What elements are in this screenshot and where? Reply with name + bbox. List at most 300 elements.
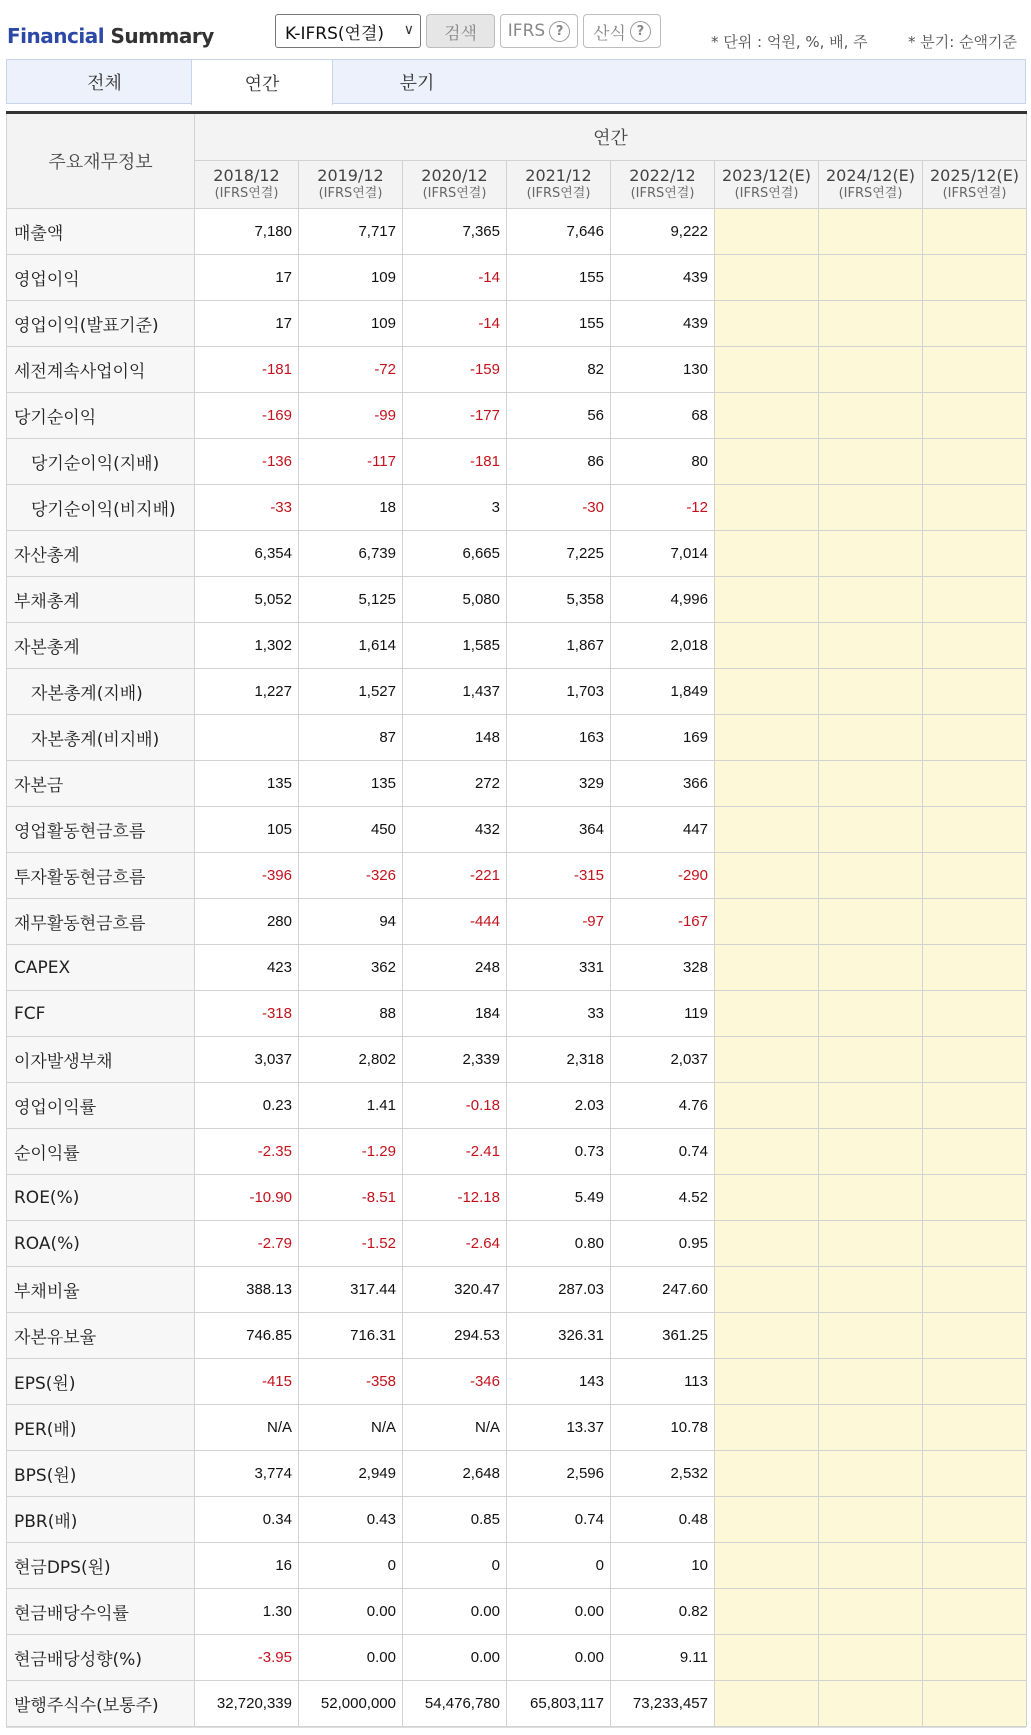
- table-cell: [923, 623, 1027, 669]
- table-cell: 450: [299, 807, 403, 853]
- table-cell: 17: [195, 255, 299, 301]
- table-cell: 1.41: [299, 1083, 403, 1129]
- table-row: [7, 531, 1027, 577]
- table-cell: 0.82: [611, 1589, 715, 1635]
- table-cell: -444: [403, 899, 507, 945]
- column-period: 2018/12: [213, 165, 280, 185]
- table-row: [7, 1313, 1027, 1359]
- table-cell: [923, 485, 1027, 531]
- table-cell: [819, 1405, 923, 1451]
- table-cell: 0.34: [195, 1497, 299, 1543]
- table-cell: 7,180: [195, 209, 299, 255]
- row-label: 당기순이익(비지배): [7, 485, 195, 531]
- table-cell: 10.78: [611, 1405, 715, 1451]
- table-cell: 135: [195, 761, 299, 807]
- table-cell: 746.85: [195, 1313, 299, 1359]
- row-label: 현금배당수익률: [7, 1589, 195, 1635]
- table-cell: 119: [611, 991, 715, 1037]
- row-label: PBR(배): [7, 1497, 195, 1543]
- table-cell: 364: [507, 807, 611, 853]
- table-cell: -10.90: [195, 1175, 299, 1221]
- table-cell: 56: [507, 393, 611, 439]
- table-cell: [923, 1405, 1027, 1451]
- table-cell: 33: [507, 991, 611, 1037]
- table-cell: [923, 1635, 1027, 1681]
- table-cell: 432: [403, 807, 507, 853]
- column-header: [715, 161, 819, 209]
- table-cell: 0.00: [299, 1635, 403, 1681]
- table-cell: [715, 1313, 819, 1359]
- table-cell: [715, 393, 819, 439]
- table-cell: -30: [507, 485, 611, 531]
- table-cell: [923, 1129, 1027, 1175]
- table-cell: N/A: [195, 1405, 299, 1451]
- table-cell: -12: [611, 485, 715, 531]
- column-header: [299, 161, 403, 209]
- table-cell: [819, 1129, 923, 1175]
- report-type-select[interactable]: [275, 14, 421, 48]
- table-row: [7, 1359, 1027, 1405]
- table-cell: [715, 853, 819, 899]
- table-cell: -99: [299, 393, 403, 439]
- table-cell: 3,774: [195, 1451, 299, 1497]
- table-cell: -8.51: [299, 1175, 403, 1221]
- table-row: [7, 761, 1027, 807]
- table-cell: 716.31: [299, 1313, 403, 1359]
- column-basis: (IFRS연결): [630, 185, 695, 201]
- summary-toolbar: [0, 0, 1031, 58]
- table-cell: [923, 1221, 1027, 1267]
- table-cell: 82: [507, 347, 611, 393]
- table-cell: 148: [403, 715, 507, 761]
- table-cell: [923, 1451, 1027, 1497]
- table-row: [7, 1451, 1027, 1497]
- row-label: 영업이익률: [7, 1083, 195, 1129]
- column-header: [611, 161, 715, 209]
- table-row: [7, 347, 1027, 393]
- table-cell: [715, 761, 819, 807]
- help-icon: ?: [630, 21, 651, 42]
- table-cell: 13.37: [507, 1405, 611, 1451]
- table-cell: 0.00: [507, 1635, 611, 1681]
- table-cell: [715, 1267, 819, 1313]
- table-cell: 155: [507, 255, 611, 301]
- table-cell: 248: [403, 945, 507, 991]
- table-cell: -346: [403, 1359, 507, 1405]
- table-cell: 0.00: [299, 1589, 403, 1635]
- table-cell: [195, 715, 299, 761]
- table-cell: [923, 209, 1027, 255]
- table-cell: N/A: [299, 1405, 403, 1451]
- column-header: [195, 161, 299, 209]
- table-cell: [715, 899, 819, 945]
- table-body: [7, 209, 1027, 1727]
- table-cell: [819, 301, 923, 347]
- table-row: [7, 439, 1027, 485]
- table-cell: [923, 393, 1027, 439]
- table-row: [7, 209, 1027, 255]
- table-cell: [819, 577, 923, 623]
- period-tabs: [6, 59, 1026, 104]
- table-cell: 2,802: [299, 1037, 403, 1083]
- row-label: 자본유보율: [7, 1313, 195, 1359]
- table-cell: [715, 1129, 819, 1175]
- column-header: [507, 161, 611, 209]
- column-basis: (IFRS연결): [838, 185, 903, 201]
- table-row: [7, 807, 1027, 853]
- table-cell: 362: [299, 945, 403, 991]
- table-cell: [819, 1359, 923, 1405]
- table-cell: 87: [299, 715, 403, 761]
- tab-annual[interactable]: 연간: [191, 60, 333, 105]
- table-cell: [819, 1083, 923, 1129]
- table-cell: 3,037: [195, 1037, 299, 1083]
- financial-summary-table: [6, 111, 1027, 1727]
- table-cell: [923, 531, 1027, 577]
- table-cell: 0: [403, 1543, 507, 1589]
- ifrs-button-label: IFRS: [507, 21, 546, 41]
- table-cell: [819, 1037, 923, 1083]
- table-cell: [923, 945, 1027, 991]
- table-cell: [923, 1543, 1027, 1589]
- table-cell: 1,849: [611, 669, 715, 715]
- table-cell: 109: [299, 255, 403, 301]
- table-cell: 0.95: [611, 1221, 715, 1267]
- table-cell: [819, 1175, 923, 1221]
- table-cell: [715, 807, 819, 853]
- table-cell: 1,527: [299, 669, 403, 715]
- table-cell: [715, 945, 819, 991]
- table-cell: 10: [611, 1543, 715, 1589]
- table-cell: -290: [611, 853, 715, 899]
- table-cell: [923, 1037, 1027, 1083]
- table-row: [7, 715, 1027, 761]
- table-cell: 5,125: [299, 577, 403, 623]
- table-cell: 0: [507, 1543, 611, 1589]
- table-row: [7, 991, 1027, 1037]
- table-row: [7, 577, 1027, 623]
- table-cell: 0.00: [403, 1635, 507, 1681]
- table-row: [7, 1405, 1027, 1451]
- table-row: [7, 301, 1027, 347]
- table-cell: 88: [299, 991, 403, 1037]
- table-cell: 135: [299, 761, 403, 807]
- table-cell: [819, 853, 923, 899]
- table-cell: 2.03: [507, 1083, 611, 1129]
- table-cell: 7,225: [507, 531, 611, 577]
- row-label: 부채비율: [7, 1267, 195, 1313]
- table-cell: 6,665: [403, 531, 507, 577]
- table-row: [7, 393, 1027, 439]
- table-cell: 2,018: [611, 623, 715, 669]
- table-cell: 2,596: [507, 1451, 611, 1497]
- row-label: 부채총계: [7, 577, 195, 623]
- table-cell: [715, 1497, 819, 1543]
- table-row: [7, 669, 1027, 715]
- table-cell: [923, 1175, 1027, 1221]
- table-cell: 423: [195, 945, 299, 991]
- table-cell: 9,222: [611, 209, 715, 255]
- table-cell: 7,646: [507, 209, 611, 255]
- table-cell: 4.76: [611, 1083, 715, 1129]
- table-cell: 32,720,339: [195, 1681, 299, 1727]
- table-cell: 287.03: [507, 1267, 611, 1313]
- table-cell: 2,037: [611, 1037, 715, 1083]
- table-cell: 4,996: [611, 577, 715, 623]
- table-cell: [923, 669, 1027, 715]
- table-cell: -1.29: [299, 1129, 403, 1175]
- table-cell: -315: [507, 853, 611, 899]
- search-button[interactable]: [426, 14, 495, 48]
- table-cell: 366: [611, 761, 715, 807]
- table-cell: 5,358: [507, 577, 611, 623]
- row-label: 자본금: [7, 761, 195, 807]
- chevron-down-icon: ∨: [403, 22, 414, 38]
- table-cell: [819, 1543, 923, 1589]
- table-cell: [715, 485, 819, 531]
- row-label: 자본총계(지배): [7, 669, 195, 715]
- table-cell: [715, 1451, 819, 1497]
- table-cell: 447: [611, 807, 715, 853]
- table-cell: [819, 715, 923, 761]
- table-cell: [923, 301, 1027, 347]
- table-cell: [715, 1589, 819, 1635]
- table-cell: [715, 1037, 819, 1083]
- table-cell: 2,339: [403, 1037, 507, 1083]
- column-basis: (IFRS연결): [942, 185, 1007, 201]
- table-cell: [819, 807, 923, 853]
- table-cell: 1,227: [195, 669, 299, 715]
- column-period: 2019/12: [317, 165, 384, 185]
- table-cell: [819, 991, 923, 1037]
- table-cell: [819, 209, 923, 255]
- table-cell: 52,000,000: [299, 1681, 403, 1727]
- table-cell: [715, 531, 819, 577]
- table-cell: [715, 1405, 819, 1451]
- column-header: [819, 161, 923, 209]
- table-cell: 54,476,780: [403, 1681, 507, 1727]
- table-cell: 80: [611, 439, 715, 485]
- table-cell: 1,867: [507, 623, 611, 669]
- row-label: 영업이익(발표기준): [7, 301, 195, 347]
- search-button-label: 검색: [444, 23, 477, 44]
- table-cell: 0.80: [507, 1221, 611, 1267]
- table-cell: 0.85: [403, 1497, 507, 1543]
- table-cell: [819, 1267, 923, 1313]
- table-cell: 7,014: [611, 531, 715, 577]
- column-basis: (IFRS연결): [318, 185, 383, 201]
- table-cell: 326.31: [507, 1313, 611, 1359]
- table-cell: [819, 1221, 923, 1267]
- table-row: [7, 1589, 1027, 1635]
- table-cell: -2.64: [403, 1221, 507, 1267]
- table-cell: -0.18: [403, 1083, 507, 1129]
- column-basis: (IFRS연결): [526, 185, 591, 201]
- table-cell: 439: [611, 255, 715, 301]
- row-label: 현금배당성향(%): [7, 1635, 195, 1681]
- table-cell: 2,949: [299, 1451, 403, 1497]
- table-cell: [715, 1221, 819, 1267]
- title-financial: Financial: [7, 24, 105, 48]
- table-cell: [715, 1175, 819, 1221]
- table-cell: [819, 347, 923, 393]
- page-title: [7, 24, 214, 48]
- table-row: [7, 1175, 1027, 1221]
- footer-divider: [6, 1727, 1026, 1728]
- title-summary: Summary: [110, 24, 214, 48]
- table-cell: [819, 1681, 923, 1727]
- row-label: 재무활동현금흐름: [7, 899, 195, 945]
- table-cell: [923, 1313, 1027, 1359]
- ifrs-help-button[interactable]: [500, 14, 578, 48]
- table-cell: 0.43: [299, 1497, 403, 1543]
- table-cell: 294.53: [403, 1313, 507, 1359]
- table-cell: 0.74: [507, 1497, 611, 1543]
- table-cell: -117: [299, 439, 403, 485]
- row-label: 당기순이익(지배): [7, 439, 195, 485]
- table-cell: [923, 807, 1027, 853]
- row-label: 당기순이익: [7, 393, 195, 439]
- row-label: 영업활동현금흐름: [7, 807, 195, 853]
- table-cell: [923, 853, 1027, 899]
- column-basis: (IFRS연결): [422, 185, 487, 201]
- column-period: 2025/12(E): [929, 165, 1020, 185]
- table-cell: [819, 439, 923, 485]
- table-row: [7, 1267, 1027, 1313]
- table-cell: [819, 945, 923, 991]
- table-cell: 3: [403, 485, 507, 531]
- table-cell: [819, 393, 923, 439]
- row-label: EPS(원): [7, 1359, 195, 1405]
- tab-quarterly[interactable]: 분기: [399, 73, 435, 94]
- column-header: [923, 161, 1027, 209]
- table-cell: 16: [195, 1543, 299, 1589]
- table-cell: [923, 577, 1027, 623]
- table-row: [7, 485, 1027, 531]
- table-cell: 1,302: [195, 623, 299, 669]
- table-cell: 7,365: [403, 209, 507, 255]
- table-row: [7, 1635, 1027, 1681]
- column-header: [403, 161, 507, 209]
- table-cell: [715, 1681, 819, 1727]
- table-cell: 68: [611, 393, 715, 439]
- row-label: ROA(%): [7, 1221, 195, 1267]
- table-cell: -2.79: [195, 1221, 299, 1267]
- table-cell: -2.35: [195, 1129, 299, 1175]
- table-row: [7, 623, 1027, 669]
- formula-button-label: 산식: [593, 23, 626, 44]
- table-cell: [715, 577, 819, 623]
- tab-all[interactable]: 전체: [87, 73, 122, 94]
- row-label: CAPEX: [7, 945, 195, 991]
- table-cell: -221: [403, 853, 507, 899]
- table-cell: -167: [611, 899, 715, 945]
- table-cell: -318: [195, 991, 299, 1037]
- table-cell: 6,354: [195, 531, 299, 577]
- table-cell: 329: [507, 761, 611, 807]
- table-row: [7, 853, 1027, 899]
- row-label: 순이익률: [7, 1129, 195, 1175]
- table-cell: [923, 1589, 1027, 1635]
- table-cell: -415: [195, 1359, 299, 1405]
- column-period: 2023/12(E): [721, 165, 812, 185]
- table-cell: [923, 1267, 1027, 1313]
- table-cell: 6,739: [299, 531, 403, 577]
- table-cell: -14: [403, 301, 507, 347]
- table-cell: 331: [507, 945, 611, 991]
- table-cell: [715, 255, 819, 301]
- table-cell: 388.13: [195, 1267, 299, 1313]
- row-label: 현금DPS(원): [7, 1543, 195, 1589]
- table-row: [7, 1681, 1027, 1727]
- table-cell: [819, 1635, 923, 1681]
- table-cell: 0.23: [195, 1083, 299, 1129]
- table-cell: [923, 1083, 1027, 1129]
- table-row: [7, 899, 1027, 945]
- table-cell: -181: [403, 439, 507, 485]
- table-cell: [923, 1681, 1027, 1727]
- table-cell: 272: [403, 761, 507, 807]
- table-cell: [923, 439, 1027, 485]
- table-cell: [819, 531, 923, 577]
- row-label: 세전계속사업이익: [7, 347, 195, 393]
- row-label: 자본총계: [7, 623, 195, 669]
- table-cell: 109: [299, 301, 403, 347]
- table-cell: 105: [195, 807, 299, 853]
- table-cell: 65,803,117: [507, 1681, 611, 1727]
- table-cell: -97: [507, 899, 611, 945]
- table-cell: 155: [507, 301, 611, 347]
- table-cell: 86: [507, 439, 611, 485]
- table-cell: 5,080: [403, 577, 507, 623]
- table-cell: -3.95: [195, 1635, 299, 1681]
- table-cell: N/A: [403, 1405, 507, 1451]
- table-cell: -159: [403, 347, 507, 393]
- table-cell: [923, 761, 1027, 807]
- table-cell: 18: [299, 485, 403, 531]
- table-cell: [715, 301, 819, 347]
- table-row: [7, 1221, 1027, 1267]
- table-cell: 5.49: [507, 1175, 611, 1221]
- table-cell: 2,532: [611, 1451, 715, 1497]
- help-icon: ?: [549, 21, 570, 42]
- column-basis: (IFRS연결): [214, 185, 279, 201]
- table-cell: [715, 1359, 819, 1405]
- table-cell: [715, 715, 819, 761]
- table-cell: [819, 1589, 923, 1635]
- table-cell: 113: [611, 1359, 715, 1405]
- unit-note: * 단위 : 억원, %, 배, 주: [711, 33, 868, 51]
- row-header: 주요재무정보: [7, 113, 195, 209]
- table-cell: 7,717: [299, 209, 403, 255]
- table-cell: [819, 899, 923, 945]
- table-cell: -33: [195, 485, 299, 531]
- table-row: [7, 1037, 1027, 1083]
- table-cell: [819, 669, 923, 715]
- table-cell: -2.41: [403, 1129, 507, 1175]
- table-cell: 1,585: [403, 623, 507, 669]
- table-cell: [715, 1635, 819, 1681]
- period-header: 연간: [195, 113, 1027, 161]
- formula-help-button[interactable]: [583, 14, 661, 48]
- table-cell: 361.25: [611, 1313, 715, 1359]
- table-cell: 317.44: [299, 1267, 403, 1313]
- row-label: 이자발생부채: [7, 1037, 195, 1083]
- quarter-note: * 분기: 순액기준: [908, 33, 1018, 51]
- column-period: 2020/12: [421, 165, 488, 185]
- table-cell: [819, 255, 923, 301]
- table-cell: 0.00: [403, 1589, 507, 1635]
